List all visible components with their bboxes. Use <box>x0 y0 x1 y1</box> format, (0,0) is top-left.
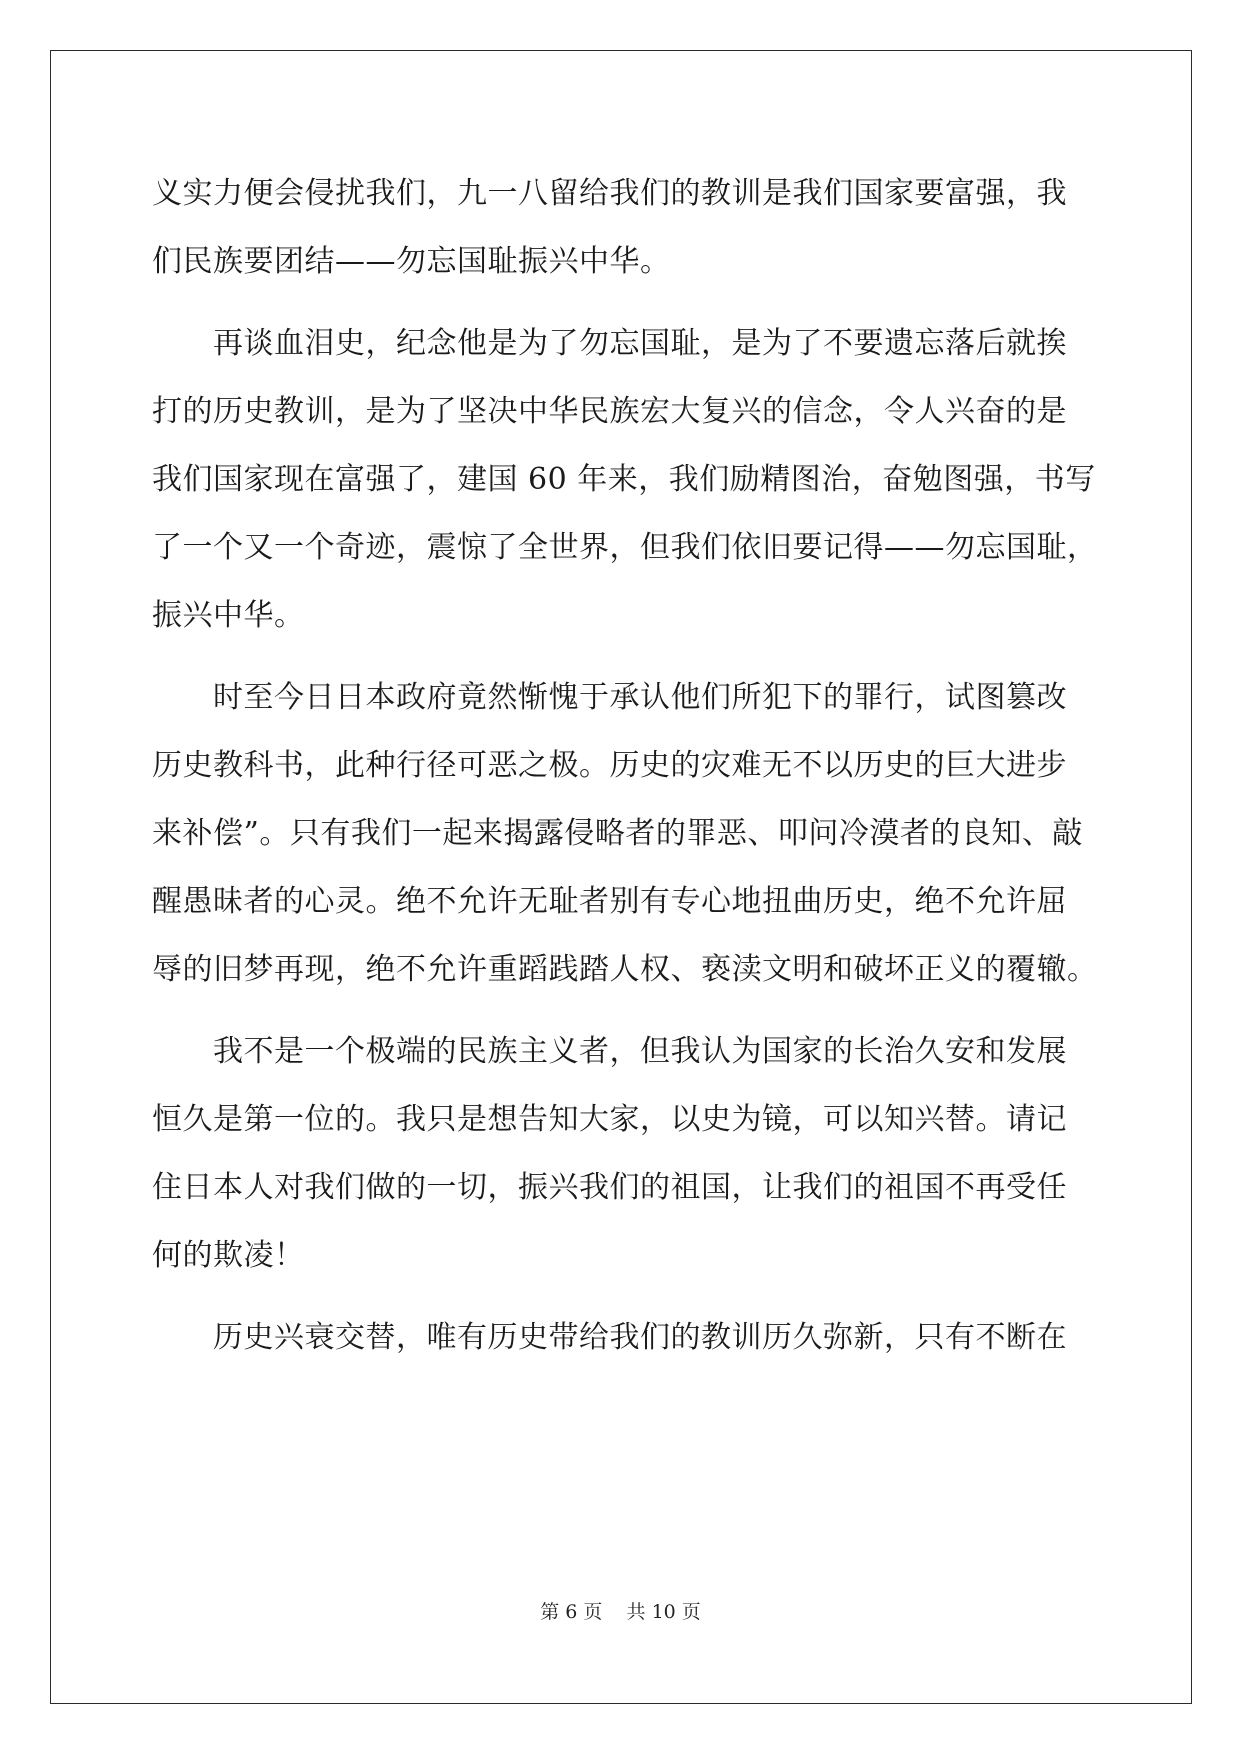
text-line: 了一个又一个奇迹，震惊了全世界，但我们依旧要记得——勿忘国耻， <box>152 530 1098 565</box>
page-number-current: 第 6 页 <box>540 1601 603 1623</box>
text-line: 振兴中华。 <box>152 598 305 633</box>
text-line: 恒久是第一位的。我只是想告知大家，以史为镜，可以知兴替。请记 <box>152 1102 1067 1137</box>
paragraph-start-line: 我不是一个极端的民族主义者，但我认为国家的长治久安和发展 <box>152 1034 1067 1069</box>
text-line: 辱的旧梦再现，绝不允许重蹈践踏人权、亵渎文明和破坏正义的覆辙。 <box>152 952 1098 987</box>
text-line: 打的历史教训，是为了坚决中华民族宏大复兴的信念，令人兴奋的是 <box>152 394 1067 429</box>
paragraph-start-line: 时至今日日本政府竟然惭愧于承认他们所犯下的罪行，试图篡改 <box>152 680 1067 715</box>
text-line: 住日本人对我们做的一切，振兴我们的祖国，让我们的祖国不再受任 <box>152 1170 1067 1205</box>
page-footer <box>0 1600 1241 1624</box>
body-text <box>152 160 1098 1372</box>
text-line: 醒愚昧者的心灵。绝不允许无耻者别有专心地扭曲历史，绝不允许屈 <box>152 884 1067 919</box>
text-line: 何的欺凌！ <box>152 1238 305 1273</box>
page-number-total: 共 10 页 <box>626 1601 701 1623</box>
text-line: 们民族要团结——勿忘国耻振兴中华。 <box>152 244 671 279</box>
paragraph-start-line: 历史兴衰交替，唯有历史带给我们的教训历久弥新，只有不断在 <box>152 1320 1067 1355</box>
text-line: 历史教科书，此种行径可恶之极。历史的灾难无不以历史的巨大进步 <box>152 748 1067 783</box>
text-line: 来补偿”。只有我们一起来揭露侵略者的罪恶、叩问冷漠者的良知、敲 <box>152 816 1083 851</box>
text-line: 义实力便会侵扰我们，九一八留给我们的教训是我们国家要富强，我 <box>152 176 1067 211</box>
paragraph-start-line: 再谈血泪史，纪念他是为了勿忘国耻，是为了不要遗忘落后就挨 <box>152 326 1067 361</box>
text-line: 我们国家现在富强了，建国 60 年来，我们励精图治，奋勉图强，书写 <box>152 462 1096 497</box>
